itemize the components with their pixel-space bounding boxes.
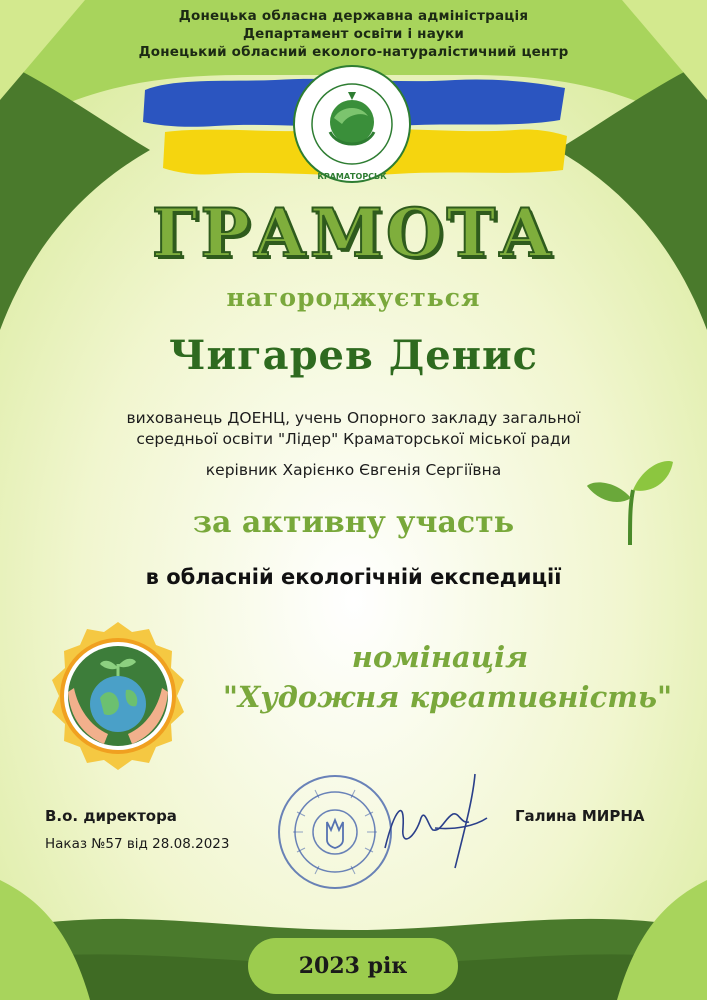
order-reference: Наказ №57 від 28.08.2023 xyxy=(45,836,230,852)
emblem-city: КРАМАТОРСЬК xyxy=(317,172,387,181)
header-line-3: Донецький обласний еколого-натуралістичний центр xyxy=(138,44,569,60)
reason-text: за активну участь xyxy=(192,505,515,540)
year-text: 2023 рік xyxy=(298,953,408,979)
globe-hands-icon xyxy=(38,618,198,778)
handwritten-signature xyxy=(375,768,495,878)
event-text: в обласній екологічній експедиції xyxy=(145,565,562,589)
description-line-3: керівник Харієнко Євгенія Сергіївна xyxy=(205,461,502,479)
recipient-name: Чигарев Денис xyxy=(168,332,539,379)
nomination-label: номінація xyxy=(351,640,529,674)
year-badge xyxy=(248,938,458,994)
header-line-1: Донецька обласна державна адміністрація xyxy=(178,8,529,24)
certificate-title: ГРАМОТА xyxy=(151,194,556,272)
description-line-2: середньої освіти "Лідер" Краматорської міської ради xyxy=(136,430,571,448)
nomination-name: "Художня креативність" xyxy=(222,680,673,714)
header-line-2: Департамент освіти і науки xyxy=(242,26,465,42)
signer-name: Галина МИРНА xyxy=(515,807,645,825)
awarded-label: нагороджується xyxy=(226,283,481,312)
description-line-1: вихованець ДОЕНЦ, учень Опорного закладу загальної xyxy=(126,409,581,427)
director-position: В.о. директора xyxy=(45,807,177,825)
